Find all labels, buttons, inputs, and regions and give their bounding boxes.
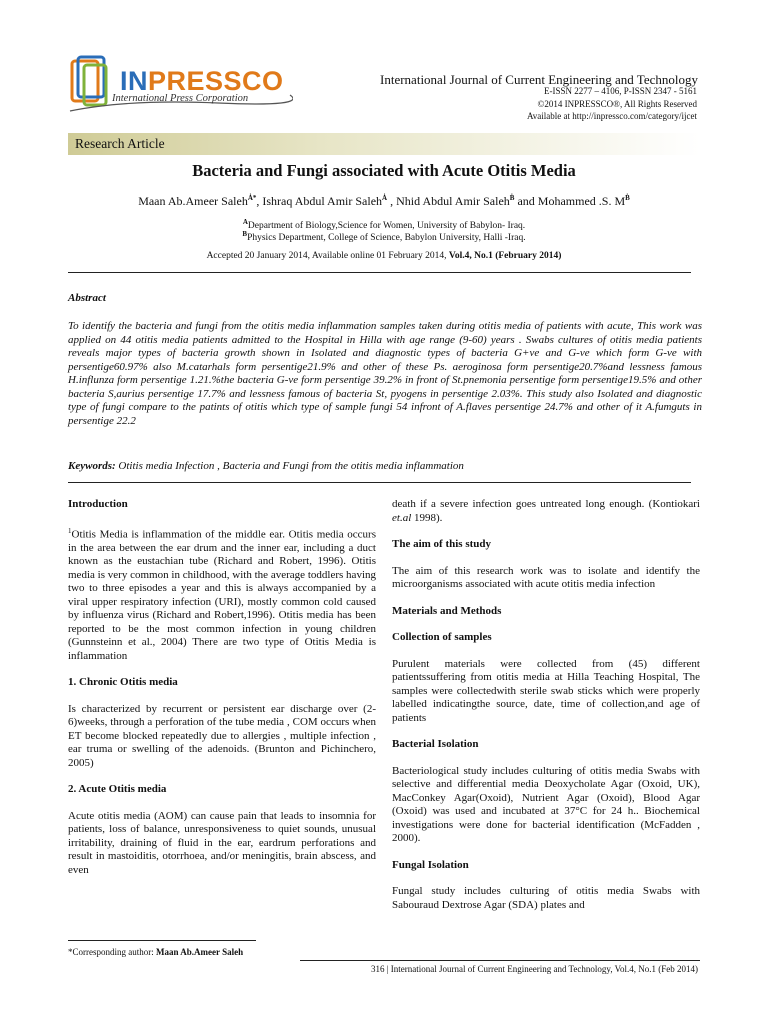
- paragraph: Purulent materials were collected from (45) different patientssuffering from otitis media at Hilla Teaching Hospital, The samples were collectedwith sterile swab sticks which were properly labelled indicatingthe source, date, time of collection,and age of patients: [392, 657, 700, 724]
- author: Nhid Abdul Amir Saleh: [396, 194, 510, 208]
- affiliation: [0, 230, 768, 243]
- paragraph: Acute otitis media (AOM) can cause pain that leads to insomnia for patients, loss of balance, unresponsiveness to quiet sounds, unusual irritability, draining of fluid in the ear, eardrum perforations and result in mastoiditis, otorrhoea, and/or meningitis, brain abscess, and even: [68, 809, 376, 876]
- keywords-label: Keywords:: [68, 460, 116, 472]
- author-sup: Ḃ: [509, 194, 515, 202]
- journal-title: International Journal of Current Engineering and Technology: [380, 72, 698, 87]
- paragraph: Is characterized by recurrent or persistent ear discharge over (2-6)weeks, through a perforation of the tube media , COM occurs when ET become blocked repeatedly due to allergies , multiple infection , ear truma or swelling of the adenoids. (Brunton and Pichinchero, 2005): [68, 702, 376, 769]
- author-sup: Ḃ: [625, 194, 630, 202]
- availability-link[interactable]: Available at http://inpressco.com/category/ijcet: [526, 111, 697, 121]
- keywords-text: Otitis media Infection , Bacteria and Fungi from the otitis media inflammation: [115, 460, 464, 472]
- paragraph: [392, 498, 700, 525]
- section-heading: 1. Chronic Otitis media: [68, 676, 178, 689]
- divider: [68, 482, 691, 483]
- cont-text: 1998).: [411, 511, 443, 524]
- left-column: [68, 498, 376, 877]
- paragraph: Bacteriological study includes culturing of otitis media Swabs with selective and differential media Deoxycholate Agar (Oxoid, UK), MacConkey Agar(Oxoid), Nutrient Agar (Oxoid), Blood Agar (Oxoid) was used and incubated at 37°C for 24 h.. Biochemical investigations were done for bacterial identification (McFadden , 2000).: [392, 764, 700, 844]
- section-heading: Materials and Methods: [392, 604, 502, 617]
- author-sup: Ȧ: [382, 194, 388, 202]
- abstract-heading: Abstract: [68, 292, 106, 304]
- cont-etal: et.al: [392, 511, 412, 524]
- aff-sup: B: [242, 230, 248, 238]
- section-heading: Bacterial Isolation: [392, 738, 479, 750]
- accepted-text: Accepted 20 January 2014, Available online 01 February 2014,: [206, 251, 449, 261]
- footnote: [68, 947, 243, 957]
- volume-info: Vol.4, No.1 (February 2014): [448, 251, 562, 261]
- page-footer: 316 | International Journal of Current Engineering and Technology, Vol.4, No.1 (Feb 2014): [370, 964, 698, 974]
- author-sup: Ȧ*: [247, 194, 257, 202]
- logo-wordmark: INPRESSCO: [120, 66, 284, 96]
- author: Ishraq Abdul Amir Saleh: [262, 194, 383, 208]
- author: Mohammed .S. M: [537, 194, 626, 208]
- footnote-label: *Corresponding author:: [68, 947, 156, 957]
- intro-text: Otitis Media is inflammation of the middle ear. Otitis media occurs in the area between the ear drum and the inner ear, including a duct known as the eustachian tube (Richard and Robert, 1996). Otitis media is very common in childhood, with the average toddlers having two to three episodes a year and this is always accompanied by a viral upper respiratory infection (URI), mostly common cold caused by influenza virus (Richard and Robert,1996). Otitis media has been reported to be the most common infection in young children (Gunnsteinn et al., 2004) There are two type of Otitis Media is inflammation: [68, 528, 376, 662]
- paper-title: Bacteria and Fungi associated with Acute Otitis Media: [192, 161, 576, 180]
- copyright: ©2014 INPRESSCO®, All Rights Reserved: [537, 99, 697, 109]
- section-heading: Collection of samples: [392, 631, 492, 643]
- accepted-line: [0, 251, 768, 261]
- author-list: [0, 194, 768, 209]
- section-heading: The aim of this study: [392, 538, 492, 550]
- footer-divider: [300, 960, 700, 961]
- divider: [68, 272, 691, 273]
- paragraph: The aim of this research work was to isolate and identify the microorganisms associated with acute otitis media infection: [392, 564, 700, 590]
- section-heading: Introduction: [68, 498, 128, 510]
- issn: E-ISSN 2277 – 4106, P-ISSN 2347 - 5161: [543, 86, 697, 96]
- aff-text: Department of Biology,Science for Women, University of Babylon- Iraq.: [247, 221, 526, 232]
- author: Maan Ab.Ameer Saleh: [138, 194, 248, 208]
- logo-tagline: International Press Corporation: [112, 93, 249, 104]
- banner-label: Research Article: [75, 136, 165, 151]
- author-sep: ,: [256, 194, 263, 208]
- aff-sup: A: [242, 218, 248, 226]
- intro-sup: 1: [68, 526, 72, 535]
- aff-text: Physics Department, College of Science, Babylon University, Halli -Iraq.: [247, 233, 526, 244]
- paragraph: [68, 525, 376, 664]
- right-column: [392, 498, 700, 912]
- cont-text: death if a severe infection goes untreated long enough. (Kontiokari: [392, 498, 700, 510]
- footnote-name: Maan Ab.Ameer Saleh: [156, 947, 244, 957]
- section-heading: 2. Acute Otitis media: [68, 783, 167, 796]
- author-sep: ,: [387, 194, 397, 208]
- footnote-divider: [68, 940, 256, 941]
- article-type-banner: [68, 133, 700, 155]
- abstract-text: To identify the bacteria and fungi from the otitis media inflammation samples taken during otitis media of patients with acute, This work was applied on 44 otitis media patients admitted to the Hospital in Hilla with age range (9-60) years . Swabs cultures of otitis media patients reveals major types of bacteria growth shown in Isolated and diagnostic types of bacteria G+ve and G-ve which form G-ve with persentige60.97% also M.catarhals form persentige21.9% and other of these Ps. aeroginosa form persentige20.7%and lessness famous H.influnza form persentige 1.21.%the bacteria G-ve form persentige 39.2% in front of St.pnemonia persentige form persentige19.5% and other bacteria S,aurius persentige 17.7% and lessness famous of bacteria St, pyogens in persentige 2.03%. This study also Isolated and diagnostic type of fungi compare to the patints of otitis which type of sample fungi 54 infront of A.flaves persentige 24.7% and other of it A.fumguts in persentige 22.2: [68, 320, 702, 427]
- author-sep: and: [514, 194, 538, 208]
- keywords: [68, 460, 702, 472]
- paragraph: Fungal study includes culturing of otitis media Swabs with Sabouraud Dextrose Agar (SDA) plates and: [392, 885, 700, 911]
- section-heading: Fungal Isolation: [392, 858, 469, 871]
